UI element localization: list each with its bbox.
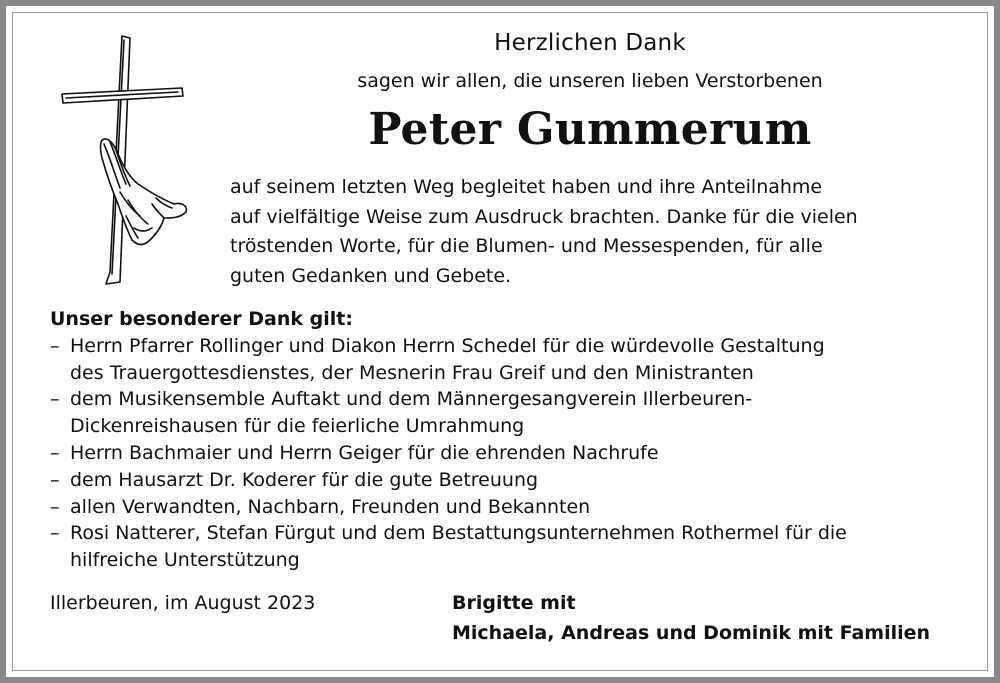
intro-line: auf vielfältige Weise zum Ausdruck brachten. Danke für die vielen [230,205,858,228]
intro-line: auf seinem letzten Weg begleitet haben und ihre Anteilnahme [230,176,823,198]
thanks-item [50,494,970,521]
dash: – [50,495,60,518]
thanks-item [50,333,970,360]
dash: – [50,468,60,491]
signature-line: Brigitte mit [452,592,576,614]
intro-paragraph [230,173,950,291]
heading-thanks: Herzlichen Dank [494,30,686,56]
thanks-item-line: Rosi Natterer, Stefan Fürgut und dem Bestattungsunternehmen Rothermel für die [70,522,847,545]
signature-line: Michaela, Andreas und Dominik mit Familien [452,622,931,644]
thanks-item [50,386,970,413]
thanks-item-line: Herrn Bachmaier und Herrn Geiger für die ehrenden Nachrufe [70,441,659,464]
deceased-name: Peter Gummerum [368,104,812,155]
thanks-item-line: Herrn Pfarrer Rollinger und Diakon Herrn Schedel für die würdevolle Gestaltung [70,334,825,357]
special-thanks-section [50,306,970,574]
place-date: Illerbeuren, im August 2023 [50,592,316,614]
subheading: sagen wir allen, die unseren lieben Verstorbenen [357,70,823,92]
cross-with-praying-hands-icon [60,32,194,286]
thanks-item-line: allen Verwandten, Nachbarn, Freunden und Bekannten [70,495,591,518]
intro-line: tröstenden Worte, für die Blumen- und Messespenden, für alle [230,235,823,257]
dash: – [50,334,60,357]
intro-line: guten Gedanken und Gebete. [230,264,512,287]
thanks-item-continuation: Dickenreishausen für die feierliche Umrahmung [70,415,525,438]
dash: – [50,441,60,464]
thanks-item [50,440,970,467]
thanks-item-line: dem Hausarzt Dr. Koderer für die gute Betreuung [70,468,539,491]
thanks-item [50,467,970,494]
dash: – [50,522,60,545]
thanks-item [50,520,970,547]
thanks-item-continuation: des Trauergottesdienstes, der Mesnerin Frau Greif und den Ministranten [70,361,754,384]
dash: – [50,388,60,411]
thanks-item-line: dem Musikensemble Auftakt und dem Männergesangverein Illerbeuren- [70,388,753,411]
thanks-item-continuation: hilfreiche Unterstützung [70,549,300,572]
special-thanks-heading: Unser besonderer Dank gilt: [50,308,353,330]
